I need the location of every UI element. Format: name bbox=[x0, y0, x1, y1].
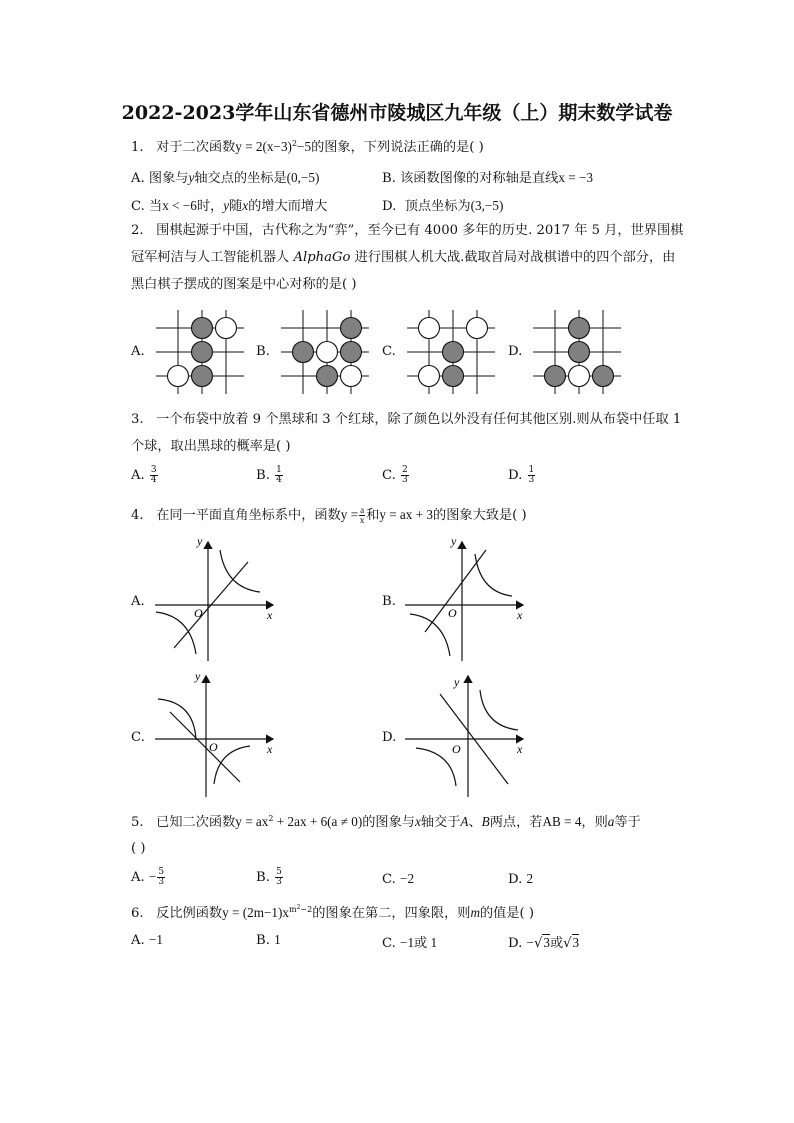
q4-option-b-label[interactable]: B. bbox=[382, 594, 396, 609]
svg-text:y: y bbox=[454, 675, 460, 689]
q1-option-d[interactable]: D. 顶点坐标为(3,−5) bbox=[382, 198, 504, 214]
go-board-b[interactable] bbox=[275, 308, 375, 396]
q3-option-b[interactable]: B. $\frac{1}{4}$ bbox=[256, 465, 282, 485]
black-stone bbox=[317, 366, 338, 387]
white-stone bbox=[168, 366, 189, 387]
q5-option-c[interactable]: C. −2 bbox=[382, 871, 415, 887]
q2-line-2: 冠军柯洁与人工智能机器人 AlphaGo 进行围棋人机大战.截取首局对战棋谱中的四个部分，由 bbox=[131, 250, 676, 265]
black-stone bbox=[443, 342, 464, 363]
q5-option-a[interactable]: A. − $\frac{5}{3}$ bbox=[131, 867, 165, 887]
q4-option-a-label[interactable]: A. bbox=[131, 594, 145, 609]
origin-label: O bbox=[194, 606, 203, 620]
q6-option-c[interactable]: C. −1或 1 bbox=[382, 935, 438, 951]
axis-x-label: x bbox=[267, 608, 273, 622]
black-stone bbox=[569, 318, 590, 339]
white-stone bbox=[419, 366, 440, 387]
q3-line-2: 个球，取出黑球的概率是( ) bbox=[131, 439, 291, 454]
q6-option-a[interactable]: A. −1 bbox=[131, 932, 163, 948]
q5-option-d[interactable]: D. 2 bbox=[508, 871, 534, 887]
axis-y-label: y bbox=[197, 534, 203, 548]
q3-option-c[interactable]: C. $\frac{2}{3}$ bbox=[382, 465, 408, 485]
q5-option-b[interactable]: B. $\frac{5}{3}$ bbox=[256, 867, 282, 887]
white-stone bbox=[467, 318, 488, 339]
black-stone bbox=[341, 342, 362, 363]
black-stone bbox=[192, 342, 213, 363]
q1-option-a[interactable]: A. 图象与y轴交点的坐标是(0,−5) bbox=[131, 170, 320, 186]
q1-option-b[interactable]: B. 该函数图像的对称轴是直线x = −3 bbox=[382, 170, 593, 186]
q6-stem: 6. 反比例函数$y = (2m-1)x^{m^2-2}$的图象在第二，四象限，则m的值是( ) bbox=[131, 904, 535, 921]
q1-stem: 1. 对于二次函数$y = 2(x-3)^2-5$的图象，下列说法正确的是( ) bbox=[131, 139, 484, 155]
q4-stem: 4. 在同一平面直角坐标系中，函数y = $\frac{a}{x}$ 和y = ax + 3的图象大致是( ) bbox=[131, 505, 527, 525]
black-stone bbox=[192, 366, 213, 387]
go-board-a[interactable] bbox=[150, 308, 250, 396]
svg-text:y: y bbox=[195, 669, 201, 683]
q4-graph-a[interactable] bbox=[150, 536, 285, 666]
q3-option-d[interactable]: D. $\frac{1}{3}$ bbox=[508, 465, 535, 485]
svg-text:x: x bbox=[267, 742, 273, 756]
q4-graph-b[interactable] bbox=[400, 536, 535, 666]
q3-line-1: 3. 一个布袋中放着 9 个黑球和 3 个红球，除了颜色以外没有任何其他区别.则从布袋中任取 1 bbox=[131, 412, 682, 427]
q2-option-b-label[interactable]: B. bbox=[256, 344, 270, 359]
svg-text:y: y bbox=[451, 534, 457, 548]
q4-option-c-label[interactable]: C. bbox=[131, 730, 145, 745]
q2-line-1: 2. 围棋起源于中国，古代称之为“弈”，至今已有 4000 多年的历史. 2017 年 5 月，世界围棋 bbox=[131, 223, 684, 238]
q1-option-c[interactable]: C. 当x < −6时，y随x的增大而增大 bbox=[131, 198, 328, 214]
white-stone bbox=[569, 366, 590, 387]
q5-stem: 5. 已知二次函数$y = ax^2 + 2ax + 6(a \ne 0)$的图象与x轴交于A、B两点，若AB = 4，则a等于 bbox=[131, 814, 641, 830]
black-stone bbox=[545, 366, 566, 387]
q5-line-2: ( ) bbox=[131, 841, 146, 856]
go-board-d[interactable] bbox=[527, 308, 627, 396]
white-stone bbox=[419, 318, 440, 339]
q3-option-a[interactable]: A. $\frac{3}{4}$ bbox=[131, 465, 157, 485]
svg-text:O: O bbox=[452, 742, 461, 756]
q4-graph-c[interactable] bbox=[150, 669, 285, 802]
white-stone bbox=[341, 366, 362, 387]
svg-text:x: x bbox=[517, 608, 523, 622]
svg-text:O: O bbox=[448, 606, 457, 620]
white-stone bbox=[216, 318, 237, 339]
black-stone bbox=[443, 366, 464, 387]
svg-text:O: O bbox=[209, 740, 218, 754]
q6-option-d[interactable]: D. −√3或√3 bbox=[508, 935, 580, 951]
q2-option-a-label[interactable]: A. bbox=[131, 344, 145, 359]
black-stone bbox=[593, 366, 614, 387]
black-stone bbox=[293, 342, 314, 363]
q4-option-d-label[interactable]: D. bbox=[382, 730, 397, 745]
page-title: 2022-2023学年山东省德州市陵城区九年级（上）期末数学试卷 bbox=[121, 102, 673, 124]
black-stone bbox=[192, 318, 213, 339]
q2-line-3: 黑白棋子摆成的图案是中心对称的是( ) bbox=[131, 277, 357, 292]
white-stone bbox=[317, 342, 338, 363]
q4-graph-d[interactable] bbox=[400, 672, 535, 802]
q2-option-c-label[interactable]: C. bbox=[382, 344, 396, 359]
go-board-c[interactable] bbox=[401, 308, 501, 396]
svg-text:x: x bbox=[517, 742, 523, 756]
black-stone bbox=[341, 318, 362, 339]
q6-option-b[interactable]: B. 1 bbox=[256, 932, 281, 948]
black-stone bbox=[569, 342, 590, 363]
q2-option-d-label[interactable]: D. bbox=[508, 344, 523, 359]
